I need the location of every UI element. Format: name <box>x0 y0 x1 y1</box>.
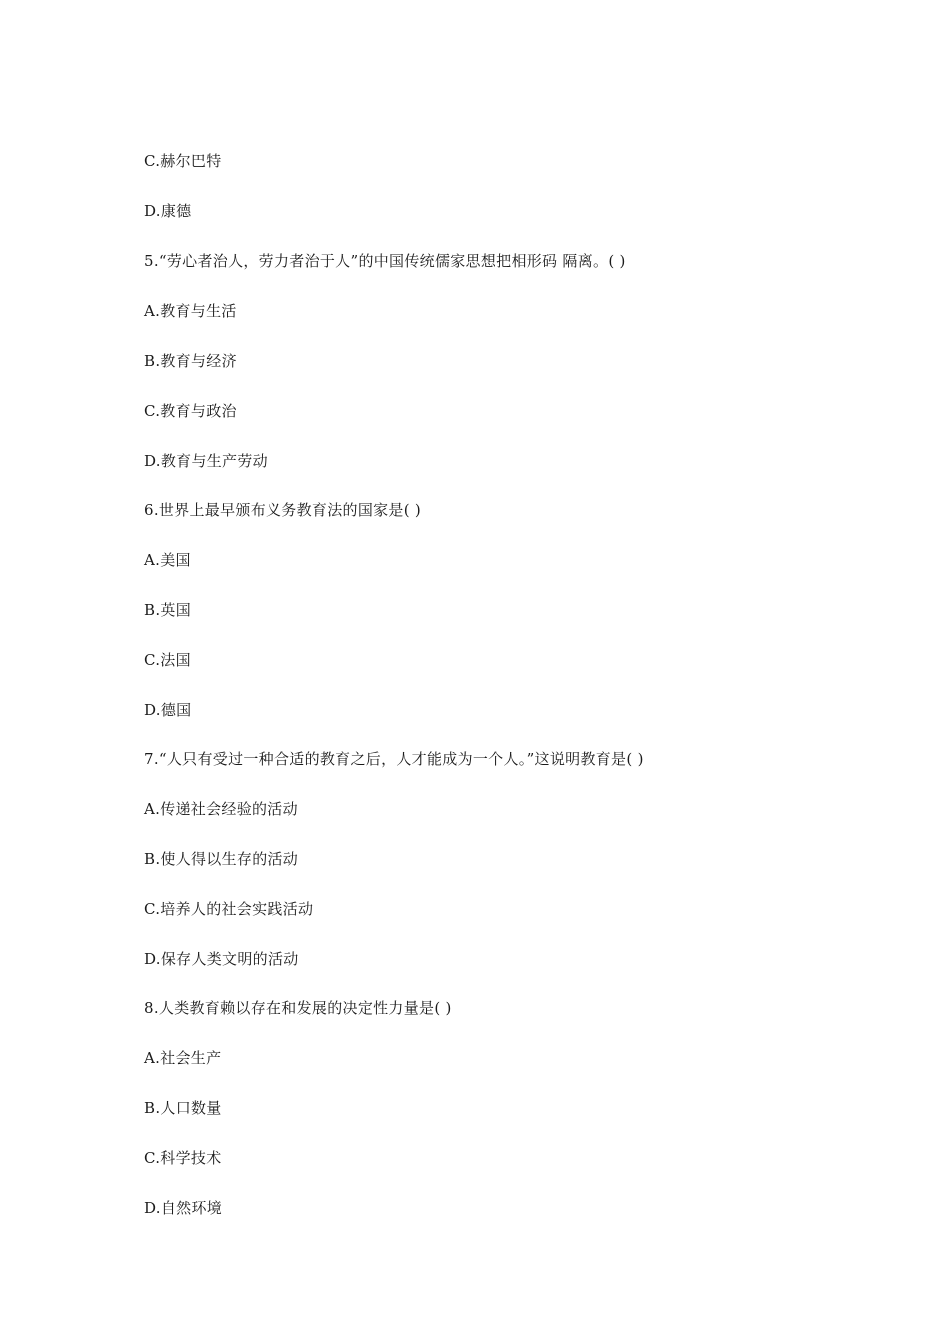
option-7b: B.使人得以生存的活动 <box>144 850 299 868</box>
option-6b: B.英国 <box>144 601 191 619</box>
option-7c: C.培养人的社会实践活动 <box>144 900 314 918</box>
option-6c: C.法国 <box>144 651 191 669</box>
option-7a: A.传递社会经验的活动 <box>144 800 298 818</box>
option-7d: D.保存人类文明的活动 <box>144 950 299 968</box>
question-8: 8.人类教育赖以存在和发展的决定性力量是( ) <box>144 999 452 1017</box>
option-8b: B.人口数量 <box>144 1099 222 1117</box>
option-4d: D.康德 <box>144 202 192 220</box>
option-8c: C.科学技术 <box>144 1149 222 1167</box>
option-8d: D.自然环境 <box>144 1199 223 1217</box>
option-5b: B.教育与经济 <box>144 352 237 370</box>
option-5d: D.教育与生产劳动 <box>144 452 268 470</box>
option-8a: A.社会生产 <box>144 1049 222 1067</box>
option-6d: D.德国 <box>144 701 192 719</box>
question-7: 7.“人只有受过一种合适的教育之后，人才能成为一个人。”这说明教育是( ) <box>144 750 644 768</box>
option-6a: A.美国 <box>144 551 191 569</box>
question-5: 5.“劳心者治人，劳力者治于人”的中国传统儒家思想把相形码 隔离。( ) <box>144 252 626 270</box>
question-6: 6.世界上最早颁布义务教育法的国家是( ) <box>144 501 422 519</box>
option-5a: A.教育与生活 <box>144 302 237 320</box>
option-5c: C.教育与政治 <box>144 402 237 420</box>
option-4c: C.赫尔巴特 <box>144 152 222 170</box>
